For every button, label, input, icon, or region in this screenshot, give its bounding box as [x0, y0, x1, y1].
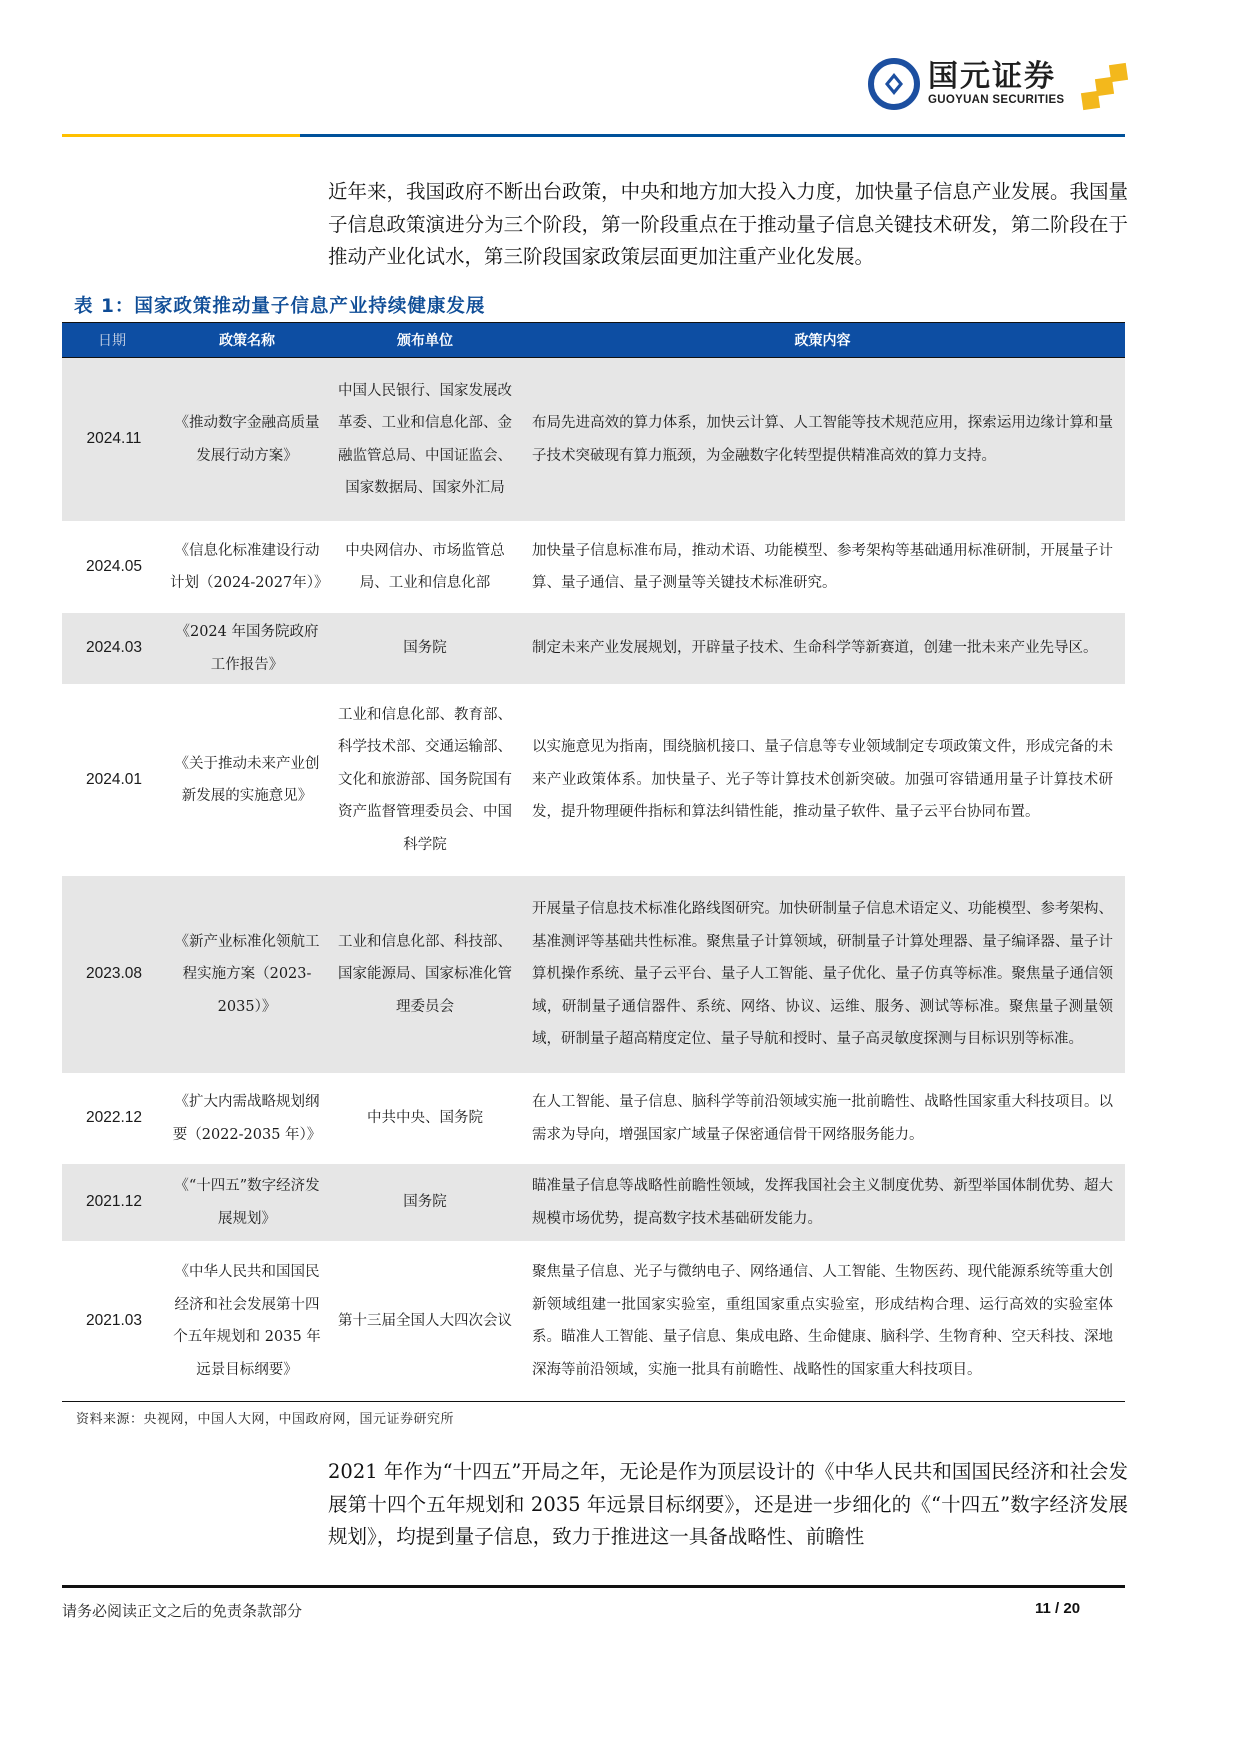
cell-date: 2024.03: [85, 639, 143, 657]
footer-divider: [62, 1585, 1125, 1588]
cell-policy-name: 《关于推动未来产业创新发展的实施意见》: [174, 755, 320, 804]
source-note: 资料来源：央视网，中国人大网，中国政府网，国元证券研究所: [76, 1412, 455, 1427]
cell-policy-name: 《推动数字金融高质量发展行动方案》: [174, 415, 320, 464]
cell-policy-name: 《信息化标准建设行动计划（2024-2027年）》: [170, 542, 329, 591]
cell-issuer: 国务院: [403, 1194, 447, 1211]
page-number: 11 / 20: [1035, 1600, 1081, 1617]
cell-date: 2023.08: [85, 965, 143, 983]
logo-chinese-name: 国元证券: [928, 59, 1056, 94]
cell-content: 加快量子信息标准布局，推动术语、功能模型、参考架构等基础通用标准研制，开展量子计算、量子通信、量子测量等关键技术标准研究。: [532, 542, 1113, 591]
company-logo: [868, 58, 1064, 110]
table-row: [62, 613, 1125, 684]
closing-text: 2021 年作为“十四五”开局之年，无论是作为顶层设计的《中华人民共和国国民经济和社会发展第十四个五年规划和 2035 年远景目标纲要》，还是进一步细化的《“十四五”数字经济发展规划》，均提到量子信息，致力于推进这一具备战略性、前瞻性: [328, 1460, 1128, 1548]
header-divider: [62, 134, 1125, 137]
table-row: [62, 876, 1125, 1073]
cell-content: 瞄准量子信息等战略性前瞻性领域，发挥我国社会主义制度优势、新型举国体制优势、超大规模市场优势，提高数字技术基础研发能力。: [532, 1178, 1113, 1227]
logo-squares-icon: [1082, 62, 1130, 110]
cell-date: 2024.01: [85, 770, 143, 788]
cell-issuer: 工业和信息化部、科技部、国家能源局、国家标准化管理委员会: [338, 933, 512, 1015]
policy-table: [62, 322, 1125, 1402]
column-header-policy-name: 政策名称: [219, 333, 275, 349]
cell-date: 2024.05: [85, 557, 143, 575]
logo-emblem-icon: [868, 58, 920, 110]
cell-policy-name: 《“十四五”数字经济发展规划》: [174, 1178, 320, 1227]
footer-disclaimer: 请务必阅读正文之后的免责条款部分: [62, 1602, 303, 1620]
table-row: [62, 358, 1125, 521]
cell-content: 聚焦量子信息、光子与微纳电子、网络通信、人工智能、生物医药、现代能源系统等重大创新领域组建一批国家实验室，重组国家重点实验室，形成结构合理、运行高效的实验室体系。瞄准人工智能、量子信息、集成电路、生命健康、脑科学、生物育种、空天科技、深地深海等前沿领域，实施一批具有前瞻性、战略性的国家重大科技项目。: [532, 1264, 1113, 1378]
cell-content: 开展量子信息技术标准化路线图研究。加快研制量子信息术语定义、功能模型、参考架构、基准测评等基础共性标准。聚焦量子计算领域，研制量子计算处理器、量子编译器、量子计算机操作系统、量子云平台、量子人工智能、量子优化、量子仿真等标准。聚焦量子通信领域，研制量子通信器件、系统、网络、协议、运维、服务、测试等标准。聚焦量子测量领域，研制量子超高精度定位、量子导航和授时、量子高灵敏度探测与目标识别等标准。: [532, 901, 1113, 1048]
cell-date: 2021.03: [85, 1311, 143, 1329]
table-row: [62, 684, 1125, 876]
logo-english-name: GUOYUAN SECURITIES: [928, 94, 1065, 106]
cell-date: 2024.11: [86, 430, 142, 448]
cell-issuer: 中共中央、国务院: [367, 1110, 483, 1127]
cell-issuer: 中国人民银行、国家发展改革委、工业和信息化部、金融监管总局、中国证监会、国家数据局、国家外汇局: [338, 382, 512, 496]
intro-paragraph: [328, 176, 1128, 274]
intro-text: 近年来，我国政府不断出台政策，中央和地方加大投入力度，加快量子信息产业发展。我国量子信息政策演进分为三个阶段，第一阶段重点在于推动量子信息关键技术研发，第二阶段在于推动产业化试水，第三阶段国家政策层面更加注重产业化发展。: [328, 180, 1128, 268]
column-header-issuer: 颁布单位: [397, 333, 453, 349]
cell-policy-name: 《新产业标准化领航工程实施方案（2023-2035）》: [174, 933, 320, 1015]
cell-date: 2022.12: [85, 1109, 143, 1127]
column-header-date: 日期: [98, 333, 126, 349]
table-row: [62, 1241, 1125, 1402]
cell-content: 在人工智能、量子信息、脑科学等前沿领域实施一批前瞻性、战略性国家重大科技项目。以需求为导向，增强国家广域量子保密通信骨干网络服务能力。: [532, 1094, 1113, 1143]
cell-content: 以实施意见为指南，围绕脑机接口、量子信息等专业领域制定专项政策文件，形成完备的未来产业政策体系。加快量子、光子等计算技术创新突破。加强可容错通用量子计算技术研发，提升物理硬件指标和算法纠错性能，推动量子软件、量子云平台协同布置。: [532, 739, 1113, 821]
table-header-row: [62, 323, 1125, 358]
cell-date: 2021.12: [85, 1193, 143, 1211]
cell-policy-name: 《扩大内需战略规划纲要（2022-2035 年）》: [172, 1094, 322, 1143]
table-title: 表 1：国家政策推动量子信息产业持续健康发展: [74, 296, 486, 317]
cell-issuer: 国务院: [403, 640, 447, 657]
cell-issuer: 第十三届全国人大四次会议: [338, 1312, 512, 1329]
cell-issuer: 工业和信息化部、教育部、科学技术部、交通运输部、文化和旅游部、国务院国有资产监督管理委员会、中国科学院: [338, 706, 512, 853]
column-header-content: 政策内容: [794, 333, 851, 349]
cell-policy-name: 《中华人民共和国国民经济和社会发展第十四个五年规划和 2035 年远景目标纲要》: [173, 1264, 321, 1378]
table-row: [62, 1073, 1125, 1164]
cell-content: 制定未来产业发展规划，开辟量子技术、生命科学等新赛道，创建一批未来产业先导区。: [532, 640, 1098, 657]
cell-content: 布局先进高效的算力体系，加快云计算、人工智能等技术规范应用，探索运用边缘计算和量子技术突破现有算力瓶颈，为金融数字化转型提供精准高效的算力支持。: [532, 415, 1113, 464]
cell-issuer: 中央网信办、市场监管总局、工业和信息化部: [345, 542, 505, 591]
cell-policy-name: 《2024 年国务院政府工作报告》: [175, 624, 319, 673]
table-row: [62, 1164, 1125, 1241]
closing-paragraph: [328, 1456, 1128, 1554]
table-row: [62, 521, 1125, 613]
